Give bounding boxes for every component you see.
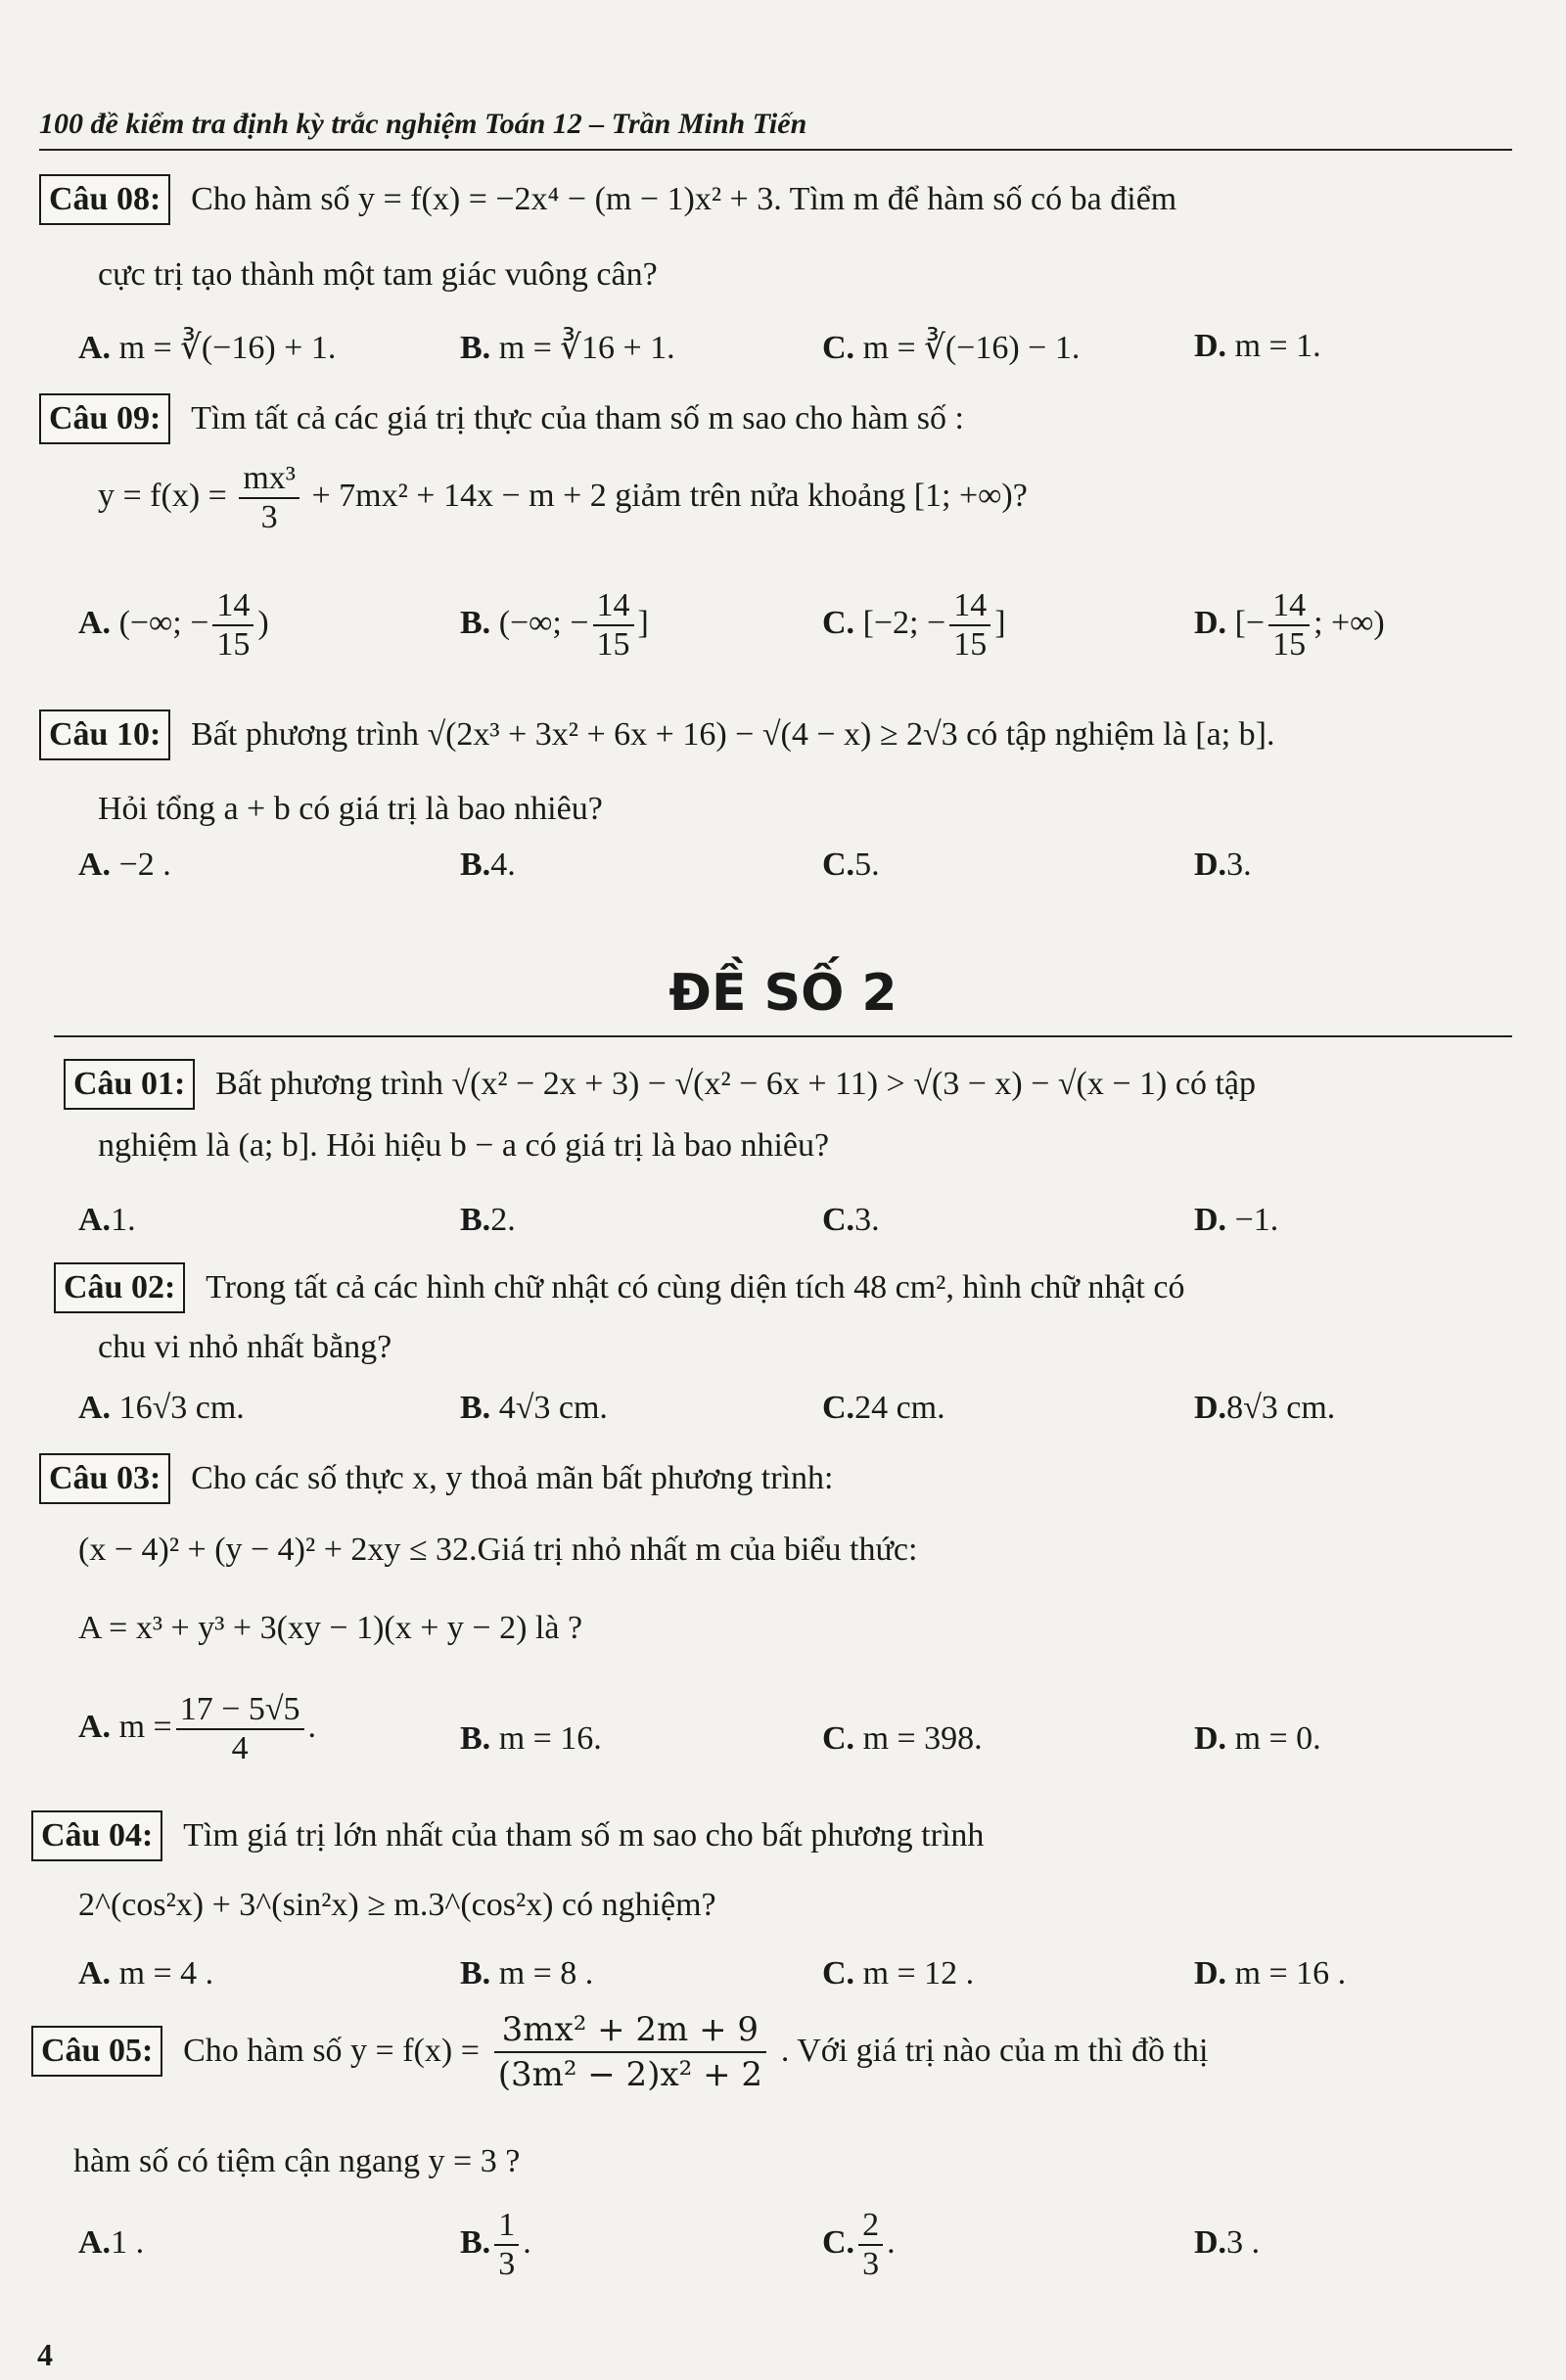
choice-c[interactable]: C. m = 12 . <box>822 1955 975 1991</box>
choice-b[interactable]: B. $\frac{1}{3}$ . <box>460 2207 531 2282</box>
question-08 <box>39 174 1517 225</box>
choice-a[interactable]: A. (−∞; − $\frac{14}{15}$ ) <box>78 587 269 663</box>
question-label: Câu 02: <box>54 1262 185 1313</box>
choice-b[interactable]: B.4. <box>460 847 516 883</box>
choice-b[interactable]: B. (−∞; − $\frac{14}{15}$ ] <box>460 587 649 663</box>
choice-b[interactable]: B. 4√3 cm. <box>460 1390 608 1426</box>
page-number: 4 <box>37 2337 53 2372</box>
fraction: $\frac{17 - 5√5}{4}$ <box>176 1691 304 1767</box>
answer-choices <box>78 2207 1517 2305</box>
header-rule <box>39 149 1512 151</box>
choice-d[interactable]: D.3 . <box>1194 2224 1261 2261</box>
choice-b[interactable]: B. m = 16. <box>460 1720 602 1757</box>
question-label: Câu 03: <box>39 1453 170 1504</box>
fraction: $\frac{14}{15}$ <box>949 587 990 664</box>
question-formula: y = f(x) = $\frac{\text{mx³}}{3}$ + 7mx² + 14x − m + 2 giảm trên nửa khoảng [1; +∞)? <box>98 460 1028 535</box>
choice-d[interactable]: D. −1. <box>1194 1202 1279 1238</box>
choice-c[interactable]: C.3. <box>822 1202 880 1238</box>
question-09 <box>39 393 1517 444</box>
question-10 <box>39 709 1517 760</box>
fraction: $\frac{14}{15}$ <box>1268 587 1310 664</box>
question-text: Bất phương trình √(2x³ + 3x² + 6x + 16) − √(4 − x) ≥ 2√3 có tập nghiệm là [a; b]. <box>191 716 1275 753</box>
answer-choices <box>78 587 1517 685</box>
question-text: Cho hàm số y = f(x) = −2x⁴ − (m − 1)x² + 3. Tìm m để hàm số có ba điểm <box>191 181 1177 217</box>
choice-b[interactable]: B. m = 8 . <box>460 1955 594 1991</box>
answer-choices <box>78 1202 1517 1270</box>
choice-a[interactable]: A.1 . <box>78 2224 145 2261</box>
fraction: $\frac{\text{3mx² + 2m + 9}}{\text{(3m² − 2)x² + 2}}$ <box>494 2008 766 2096</box>
answer-choices <box>78 328 1517 396</box>
question-05: Câu 05: Cho hàm số y = f(x) = $\frac{\text{3mx² + 2m + 9}}{\text{(3m² − 2)x² + 2}}$ . Với giá trị nào của m thì đồ thị <box>31 2008 1514 2096</box>
question-text: Tìm tất cả các giá trị thực của tham số m sao cho hàm số : <box>191 400 964 436</box>
question-02 <box>54 1262 1512 1313</box>
choice-d[interactable]: D. m = 0. <box>1194 1720 1321 1757</box>
section-rule <box>54 1035 1512 1037</box>
answer-choices <box>78 847 1517 915</box>
question-label: Câu 08: <box>39 174 170 225</box>
question-01 <box>64 1059 1512 1110</box>
question-continuation: Hỏi tổng a + b có giá trị là bao nhiêu? <box>98 791 603 827</box>
question-04 <box>31 1810 1509 1861</box>
question-line: A = x³ + y³ + 3(xy − 1)(x + y − 2) là ? <box>78 1610 583 1646</box>
fraction: $\frac{\text{mx³}}{3}$ <box>239 460 299 536</box>
answer-choices <box>78 1691 1517 1799</box>
choice-c[interactable]: C. $\frac{2}{3}$ . <box>822 2207 896 2282</box>
question-continuation: cực trị tạo thành một tam giác vuông cân? <box>98 256 658 293</box>
choice-d[interactable]: D. m = 16 . <box>1194 1955 1347 1991</box>
question-label: Câu 04: <box>31 1810 162 1861</box>
choice-c[interactable]: C.5. <box>822 847 880 883</box>
question-label: Câu 01: <box>64 1059 195 1110</box>
question-text: Cho các số thực x, y thoả mãn bất phương trình: <box>191 1460 834 1496</box>
question-continuation: nghiệm là (a; b]. Hỏi hiệu b − a có giá trị là bao nhiêu? <box>98 1127 830 1164</box>
choice-b[interactable]: B.2. <box>460 1202 516 1238</box>
question-continuation: hàm số có tiệm cận ngang y = 3 ? <box>73 2143 521 2179</box>
fraction: $\frac{2}{3}$ <box>858 2207 883 2283</box>
choice-a[interactable]: A. −2 . <box>78 847 171 883</box>
fraction: $\frac{14}{15}$ <box>212 587 253 664</box>
choice-c[interactable]: C. m = 398. <box>822 1720 983 1757</box>
choice-a[interactable]: A. m = ∛(−16) + 1. <box>78 330 337 366</box>
question-label: Câu 05: <box>31 2026 162 2077</box>
choice-a[interactable]: A.1. <box>78 1202 136 1238</box>
question-continuation: 2^(cos²x) + 3^(sin²x) ≥ m.3^(cos²x) có nghiệm? <box>78 1887 716 1923</box>
choice-c[interactable]: C.24 cm. <box>822 1390 945 1426</box>
fraction: $\frac{1}{3}$ <box>494 2207 519 2283</box>
question-label: Câu 09: <box>39 393 170 444</box>
question-text: Bất phương trình √(x² − 2x + 3) − √(x² − 6x + 11) > √(3 − x) − √(x − 1) có tập <box>215 1066 1256 1102</box>
choice-a[interactable]: A. m = 4 . <box>78 1955 214 1991</box>
question-text: Tìm giá trị lớn nhất của tham số m sao cho bất phương trình <box>183 1817 985 1854</box>
choice-a[interactable]: A. 16√3 cm. <box>78 1390 245 1426</box>
choice-d[interactable]: D. [− $\frac{14}{15}$ ; +∞) <box>1194 587 1385 663</box>
choice-d[interactable]: D. m = 1. <box>1194 328 1321 364</box>
question-03 <box>39 1453 1517 1504</box>
choice-d[interactable]: D.3. <box>1194 847 1252 883</box>
question-label: Câu 10: <box>39 709 170 760</box>
running-header: 100 đề kiểm tra định kỳ trắc nghiệm Toán 12 – Trần Minh Tiến <box>39 108 807 140</box>
choice-c[interactable]: C. m = ∛(−16) − 1. <box>822 330 1081 366</box>
choice-d[interactable]: D.8√3 cm. <box>1194 1390 1336 1426</box>
section-title: ĐỀ SỐ 2 <box>668 964 898 1023</box>
choice-a[interactable]: A. m = $\frac{17 - 5√5}{4}$ . <box>78 1691 317 1766</box>
choice-b[interactable]: B. m = ∛16 + 1. <box>460 330 675 366</box>
fraction: $\frac{14}{15}$ <box>593 587 634 664</box>
question-continuation: chu vi nhỏ nhất bằng? <box>98 1329 392 1365</box>
question-text: Trong tất cả các hình chữ nhật có cùng diện tích 48 cm², hình chữ nhật có <box>206 1269 1185 1305</box>
answer-choices <box>78 1390 1517 1458</box>
question-line: (x − 4)² + (y − 4)² + 2xy ≤ 32.Giá trị nhỏ nhất m của biểu thức: <box>78 1532 918 1568</box>
choice-c[interactable]: C. [−2; − $\frac{14}{15}$ ] <box>822 587 1006 663</box>
